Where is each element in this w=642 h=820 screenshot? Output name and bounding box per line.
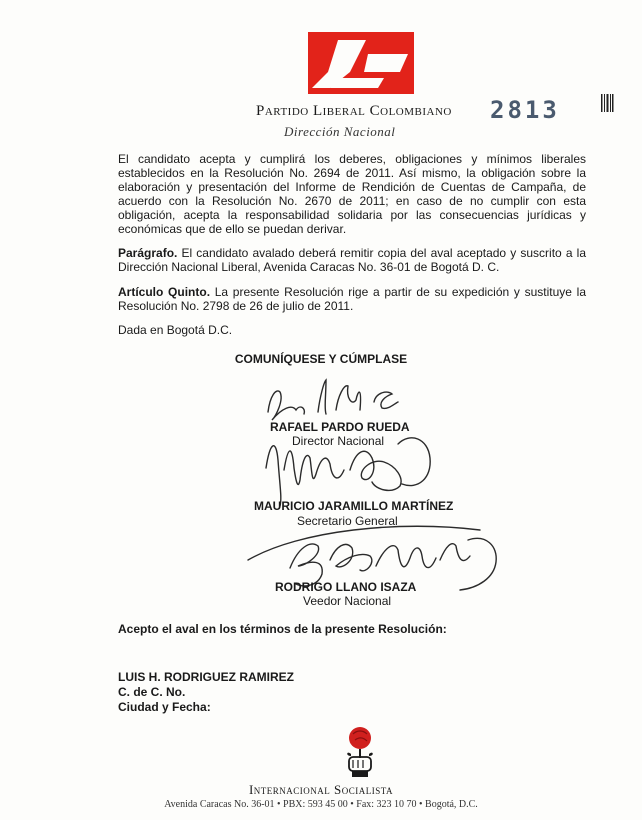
- signatory-name: RAFAEL PARDO RUEDA: [270, 420, 410, 434]
- partido-liberal-logo: [308, 32, 414, 94]
- articulo-quinto-label: Artículo Quinto.: [118, 285, 211, 299]
- candidate-id-label: C. de C. No.: [118, 685, 186, 699]
- articulo-quinto-paragraph: [118, 285, 586, 313]
- signatory-title: Secretario General: [297, 514, 398, 528]
- city-date-label: Ciudad y Fecha:: [118, 700, 211, 714]
- paragrafo-label: Parágrafo.: [118, 246, 178, 260]
- party-name: Partido Liberal Colombiano: [256, 103, 452, 119]
- acceptance-statement: Acepto el aval en los términos de la presente Resolución:: [118, 622, 447, 636]
- barcode-mark: [600, 92, 614, 114]
- signatory-name: RODRIGO LLANO ISAZA: [275, 580, 417, 594]
- signatory-title: Veedor Nacional: [303, 594, 392, 608]
- closing-heading: COMUNÍQUESE Y CÚMPLASE: [234, 352, 408, 366]
- candidate-name: LUIS H. RODRIGUEZ RAMIREZ: [118, 670, 294, 684]
- paragrafo-paragraph: [118, 246, 586, 274]
- paragrafo-text: El candidato avalado deberá remitir copia del aval aceptado y suscrito a la Dirección Nacional Liberal, Avenida Caracas No. 36-01 de Bogotá D. C.: [118, 246, 586, 274]
- rose-fist-icon: [337, 724, 383, 780]
- organization-name: Internacional Socialista: [248, 782, 394, 797]
- articulo-quinto-text: La presente Resolución rige a partir de su expedición y sustituye la Resolución No. 2798 de 26 de julio de 2011.: [118, 285, 586, 313]
- place-issued: Dada en Bogotá D.C.: [118, 323, 233, 337]
- office-subtitle: Dirección Nacional: [284, 124, 396, 139]
- obligations-paragraph: El candidato acepta y cumplirá los deberes, obligaciones y mínimos liberales establecidos en la Resolución No. 2694 de 2011. Así mismo, la obligación sobre la elaboración y presentación del Informe de Rendición de Cuentas de Campaña, de acuerdo con la Resolución No. 2670 de 2011; en caso de no cumplir con esta obligación, acepta la responsabilidad solidaria por las consecuencias jurídicas y económicas que de ello se puedan derivar.: [118, 152, 586, 236]
- signatory-name: MAURICIO JARAMILLO MARTÍNEZ: [254, 499, 454, 513]
- signatory-title: Director Nacional: [292, 434, 385, 448]
- footer-address: Avenida Caracas No. 36-01 • PBX: 593 45 00 • Fax: 323 10 70 • Bogotá, D.C.: [164, 799, 478, 810]
- stamp-number: 2813: [490, 96, 560, 124]
